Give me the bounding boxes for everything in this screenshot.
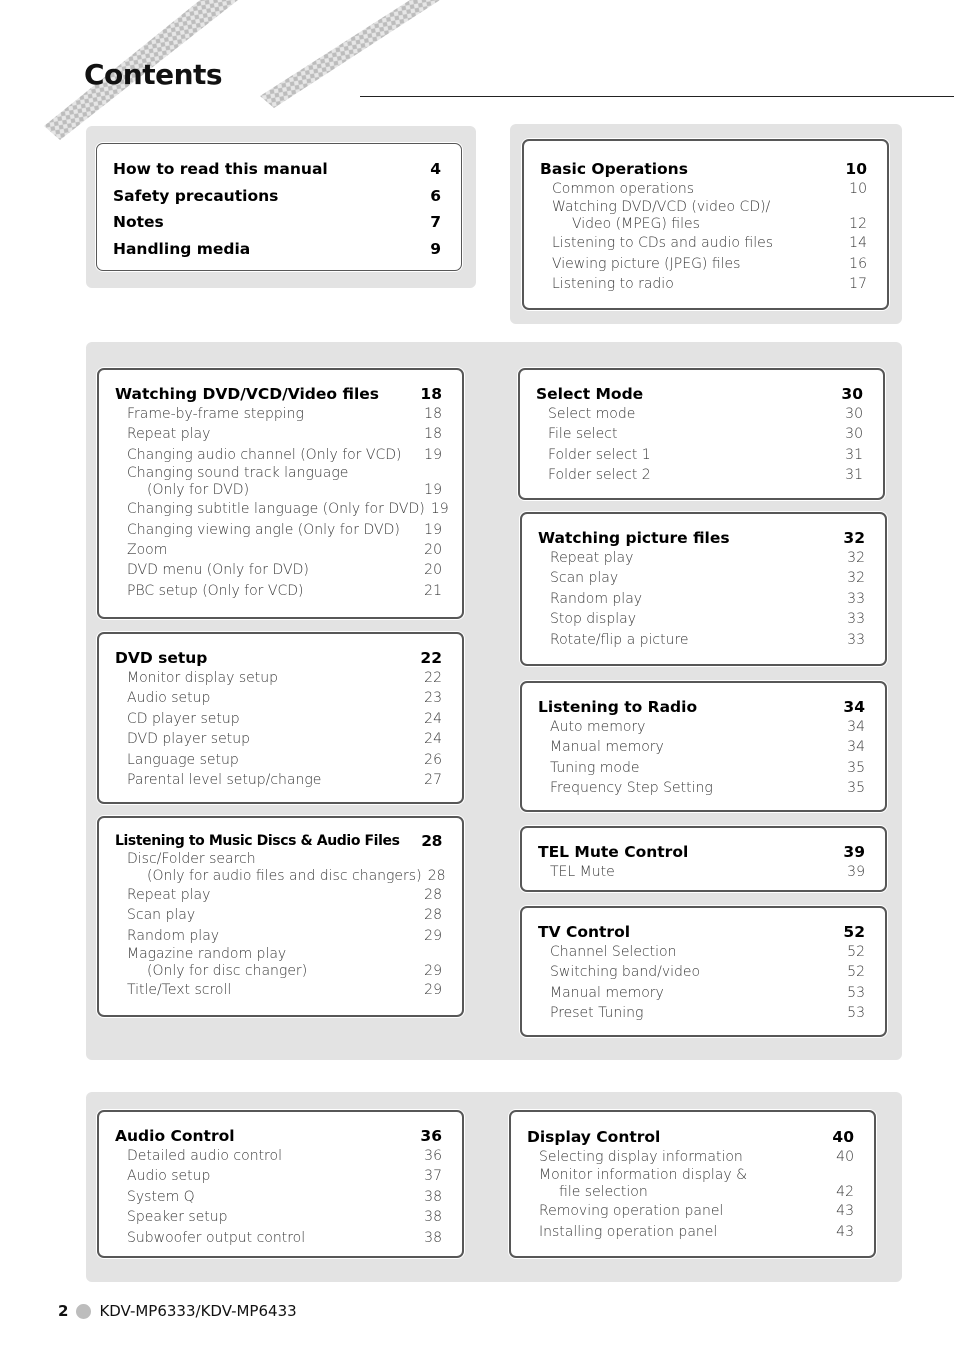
heading-label: Display Control [527, 1128, 661, 1146]
entry-page: 18 [424, 406, 442, 422]
toc-subentry[interactable] [538, 568, 865, 588]
page-title: Contents [84, 58, 223, 91]
entry-label: Audio setup [127, 1168, 211, 1185]
heading-page: 39 [843, 843, 865, 861]
entry-label: TEL Mute [550, 864, 615, 880]
entry-page: 18 [424, 426, 442, 443]
heading-page: 52 [843, 923, 865, 941]
entry-page: 38 [424, 1229, 442, 1246]
toc-subentry[interactable] [115, 1146, 442, 1166]
audio-control-box [97, 1110, 464, 1258]
entry-page: 23 [424, 690, 442, 707]
toc-subentry[interactable] [538, 962, 865, 982]
entry-label: Monitor information display & [539, 1167, 747, 1184]
entry-page: 31 [845, 446, 863, 463]
toc-subentry[interactable] [115, 560, 442, 580]
toc-subentry[interactable] [527, 1222, 854, 1242]
entry-page: 26 [424, 751, 442, 768]
entry-page: 33 [847, 631, 865, 648]
toc-entry[interactable] [113, 236, 441, 263]
entry-page: 53 [847, 1005, 865, 1022]
entry-page: 52 [847, 964, 865, 981]
entry-label: Changing subtitle language (Only for DVD) [127, 501, 425, 518]
heading-page: 22 [420, 649, 442, 667]
entry-label: Zoom [127, 542, 168, 559]
entry-page: 33 [847, 590, 865, 607]
toc-subentry[interactable] [538, 717, 865, 737]
entry-page: 34 [847, 739, 865, 756]
entry-label: File select [548, 426, 618, 443]
toc-subentry[interactable] [115, 1166, 442, 1186]
entry-label: DVD menu (Only for DVD) [127, 562, 309, 579]
entry-label: Disc/Folder search [127, 851, 256, 867]
entry-label: Selecting display information [539, 1149, 743, 1165]
heading-page: 10 [845, 160, 867, 178]
toc-subentry[interactable] [115, 770, 442, 790]
entry-page: 27 [424, 772, 442, 789]
section-heading[interactable] [115, 648, 442, 668]
toc-subentry[interactable] [527, 1184, 854, 1201]
entry-label: PBC setup (Only for VCD) [127, 582, 304, 599]
tire-tread-decoration [230, 0, 470, 120]
entry-page: 35 [847, 780, 865, 797]
toc-subentry[interactable] [536, 404, 863, 424]
entry-page: 42 [836, 1184, 854, 1201]
entry-page: 40 [836, 1149, 854, 1165]
entry-page: 52 [847, 944, 865, 960]
entry-page: 43 [836, 1223, 854, 1240]
entry-label: Subwoofer output control [127, 1229, 306, 1246]
toc-subentry[interactable] [538, 589, 865, 609]
section-heading[interactable] [538, 922, 865, 942]
toc-subentry[interactable] [538, 862, 865, 882]
entry-label: Switching band/video [550, 964, 701, 981]
entry-page: 16 [849, 255, 867, 272]
toc-subentry[interactable] [538, 630, 865, 650]
entry-page: 28 [424, 907, 442, 924]
entry-label: Scan play [127, 907, 196, 924]
entry-page: 24 [424, 710, 442, 727]
entry-label: Listening to radio [552, 276, 674, 293]
toc-subentry[interactable] [538, 1003, 865, 1023]
entry-label: Installing operation panel [539, 1223, 718, 1240]
entry-label: (Only for audio files and disc changers) [147, 868, 422, 884]
toc-subentry[interactable] [540, 199, 867, 216]
entry-label: Monitor display setup [127, 670, 278, 686]
section-heading[interactable] [115, 1126, 442, 1146]
toc-subentry[interactable] [115, 1228, 442, 1248]
toc-subentry[interactable] [115, 424, 442, 444]
footer-page-number: 2 [58, 1302, 69, 1320]
heading-label: DVD setup [115, 649, 208, 667]
entry-page: 53 [847, 984, 865, 1001]
page-footer [58, 1302, 297, 1320]
toc-subentry[interactable] [115, 1207, 442, 1227]
toc-subentry[interactable] [115, 926, 442, 946]
entry-page: 28 [427, 868, 446, 884]
entry-page: 10 [849, 181, 867, 197]
entry-page: 43 [836, 1203, 854, 1220]
toc-subentry[interactable] [536, 424, 863, 444]
heading-label: Watching DVD/VCD/Video files [115, 385, 379, 403]
entry-page: 12 [849, 216, 867, 233]
entry-page: 20 [424, 562, 442, 579]
entry-label: Select mode [548, 406, 636, 422]
toc-subentry[interactable] [540, 254, 867, 274]
tv-control-box [520, 906, 887, 1037]
toc-subentry[interactable] [115, 581, 442, 601]
entry-label: Removing operation panel [539, 1203, 724, 1220]
toc-subentry[interactable] [536, 445, 863, 465]
entry-page: 9 [430, 240, 441, 259]
toc-subentry[interactable] [115, 905, 442, 925]
toc-subentry[interactable] [115, 750, 442, 770]
intro-box [96, 143, 462, 271]
section-heading[interactable] [115, 384, 442, 404]
entry-label: Watching DVD/VCD (video CD)/ [552, 199, 771, 216]
entry-page: 38 [424, 1188, 442, 1205]
heading-label: TV Control [538, 923, 631, 941]
toc-subentry[interactable] [115, 729, 442, 749]
toc-subentry[interactable] [115, 520, 442, 540]
toc-subentry[interactable] [538, 942, 865, 962]
entry-page: 28 [424, 887, 442, 903]
entry-label: How to read this manual [113, 160, 328, 178]
toc-subentry[interactable] [115, 404, 442, 424]
entry-label: Rotate/flip a picture [550, 631, 689, 648]
toc-subentry[interactable] [540, 233, 867, 253]
entry-page: 29 [424, 927, 442, 944]
toc-subentry[interactable] [115, 885, 442, 905]
heading-page: 40 [832, 1128, 854, 1146]
entry-label: Repeat play [127, 426, 211, 443]
entry-page: 29 [424, 982, 442, 999]
entry-page: 19 [424, 482, 442, 499]
display-control-box [509, 1110, 876, 1258]
music-discs-box [97, 816, 464, 1017]
entry-page: 30 [845, 406, 863, 422]
toc-subentry[interactable] [115, 709, 442, 729]
bullet-dot-icon [76, 1304, 91, 1319]
toc-subentry[interactable] [115, 499, 449, 519]
toc-subentry[interactable] [538, 609, 865, 629]
entry-label: (Only for DVD) [147, 482, 250, 499]
toc-subentry[interactable] [115, 868, 446, 885]
entry-label: Speaker setup [127, 1209, 228, 1226]
entry-label: Repeat play [550, 550, 634, 566]
entry-label: Language setup [127, 751, 239, 768]
entry-page: 30 [845, 426, 863, 443]
entry-page: 22 [424, 670, 442, 686]
entry-page: 36 [424, 1148, 442, 1164]
entry-page: 17 [849, 276, 867, 293]
toc-subentry[interactable] [115, 482, 442, 499]
entry-page: 32 [847, 570, 865, 587]
heading-page: 36 [420, 1127, 442, 1145]
entry-label: Tuning mode [550, 759, 640, 776]
entry-label: Common operations [552, 181, 695, 197]
entry-page: 29 [424, 963, 442, 980]
entry-label: Manual memory [550, 739, 664, 756]
toc-subentry[interactable] [115, 946, 442, 963]
entry-page: 6 [430, 186, 441, 205]
section-heading[interactable] [527, 1127, 854, 1147]
basic-operations-box [522, 139, 889, 310]
toc-subentry[interactable] [538, 983, 865, 1003]
toc-entry[interactable] [113, 156, 441, 183]
toc-subentry[interactable] [538, 778, 865, 798]
entry-label: CD player setup [127, 710, 240, 727]
toc-subentry[interactable] [538, 758, 865, 778]
entry-page: 14 [849, 235, 867, 252]
entry-page: 4 [430, 160, 441, 178]
select-mode-box [518, 368, 885, 500]
section-heading[interactable] [540, 159, 867, 179]
toc-subentry[interactable] [527, 1167, 854, 1184]
entry-label: Manual memory [550, 984, 664, 1001]
heading-label: Basic Operations [540, 160, 688, 178]
entry-page: 19 [430, 501, 449, 518]
picture-files-box [520, 512, 887, 666]
entry-page: 21 [424, 582, 442, 599]
entry-label: Audio setup [127, 690, 211, 707]
section-heading[interactable] [538, 842, 865, 862]
entry-label: Auto memory [550, 719, 646, 735]
toc-subentry[interactable] [527, 1201, 854, 1221]
toc-subentry[interactable] [527, 1147, 854, 1167]
heading-page: 30 [841, 385, 863, 403]
toc-entry[interactable] [113, 209, 441, 236]
radio-box [520, 681, 887, 812]
title-rule [360, 96, 954, 97]
watching-dvd-box [97, 368, 464, 619]
section-heading[interactable] [115, 831, 442, 851]
entry-page: 24 [424, 731, 442, 748]
toc-subentry[interactable] [538, 737, 865, 757]
toc-subentry[interactable] [115, 465, 442, 482]
toc-subentry[interactable] [115, 540, 442, 560]
heading-page: 28 [421, 832, 442, 850]
entry-label: Notes [113, 213, 164, 232]
entry-page: 31 [845, 467, 863, 484]
entry-label: Random play [550, 590, 643, 607]
entry-label: System Q [127, 1188, 195, 1205]
toc-subentry[interactable] [115, 1187, 442, 1207]
heading-label: Listening to Radio [538, 698, 698, 716]
toc-subentry[interactable] [540, 274, 867, 294]
section-heading[interactable] [536, 384, 863, 404]
entry-page: 19 [424, 521, 442, 538]
heading-label: Audio Control [115, 1127, 235, 1145]
footer-model-name: KDV-MP6333/KDV-MP6433 [99, 1302, 297, 1320]
entry-label: (Only for disc changer) [147, 963, 308, 980]
entry-label: Folder select 2 [548, 467, 651, 484]
toc-subentry[interactable] [538, 548, 865, 568]
toc-subentry[interactable] [115, 851, 442, 868]
entry-label: Video (MPEG) files [572, 216, 700, 233]
entry-label: file selection [559, 1184, 648, 1201]
dvd-setup-box [97, 632, 464, 804]
heading-page: 34 [843, 698, 865, 716]
entry-label: Random play [127, 927, 220, 944]
section-heading[interactable] [538, 528, 865, 548]
entry-label: Title/Text scroll [127, 982, 232, 999]
entry-label: Folder select 1 [548, 446, 651, 463]
toc-subentry[interactable] [115, 980, 442, 1000]
heading-page: 18 [420, 385, 442, 403]
heading-page: 32 [843, 529, 865, 547]
entry-label: DVD player setup [127, 731, 250, 748]
toc-subentry[interactable] [540, 216, 867, 233]
heading-label: Watching picture files [538, 529, 730, 547]
entry-page: 38 [424, 1209, 442, 1226]
entry-page: 35 [847, 759, 865, 776]
toc-subentry[interactable] [115, 668, 442, 688]
entry-label: Changing sound track language [127, 465, 349, 482]
toc-subentry[interactable] [115, 688, 442, 708]
toc-entry[interactable] [113, 183, 441, 210]
entry-page: 32 [847, 550, 865, 566]
entry-page: 20 [424, 542, 442, 559]
heading-label: TEL Mute Control [538, 843, 689, 861]
entry-label: Repeat play [127, 887, 211, 903]
entry-label: Safety precautions [113, 186, 279, 205]
entry-label: Changing viewing angle (Only for DVD) [127, 521, 400, 538]
entry-label: Stop display [550, 611, 636, 628]
entry-label: Scan play [550, 570, 619, 587]
heading-label: Listening to Music Discs & Audio Files [115, 833, 400, 849]
entry-page: 34 [847, 719, 865, 735]
entry-label: Changing audio channel (Only for VCD) [127, 446, 402, 463]
entry-page: 7 [430, 213, 441, 232]
heading-label: Select Mode [536, 385, 644, 403]
entry-label: Viewing picture (JPEG) files [552, 255, 741, 272]
toc-subentry[interactable] [540, 179, 867, 199]
section-heading[interactable] [538, 697, 865, 717]
toc-subentry[interactable] [115, 963, 442, 980]
entry-page: 37 [424, 1168, 442, 1185]
entry-label: Frame-by-frame stepping [127, 406, 304, 422]
entry-label: Handling media [113, 240, 251, 259]
entry-label: Channel Selection [550, 944, 677, 960]
entry-page: 19 [424, 446, 442, 463]
entry-label: Detailed audio control [127, 1148, 282, 1164]
entry-label: Parental level setup/change [127, 772, 322, 789]
entry-label: Listening to CDs and audio files [552, 235, 774, 252]
entry-label: Preset Tuning [550, 1005, 644, 1022]
entry-page: 33 [847, 611, 865, 628]
tel-mute-box [520, 826, 887, 892]
entry-label: Magazine random play [127, 946, 287, 963]
entry-page: 39 [847, 864, 865, 880]
entry-label: Frequency Step Setting [550, 780, 713, 797]
toc-subentry[interactable] [536, 465, 863, 485]
toc-subentry[interactable] [115, 445, 442, 465]
